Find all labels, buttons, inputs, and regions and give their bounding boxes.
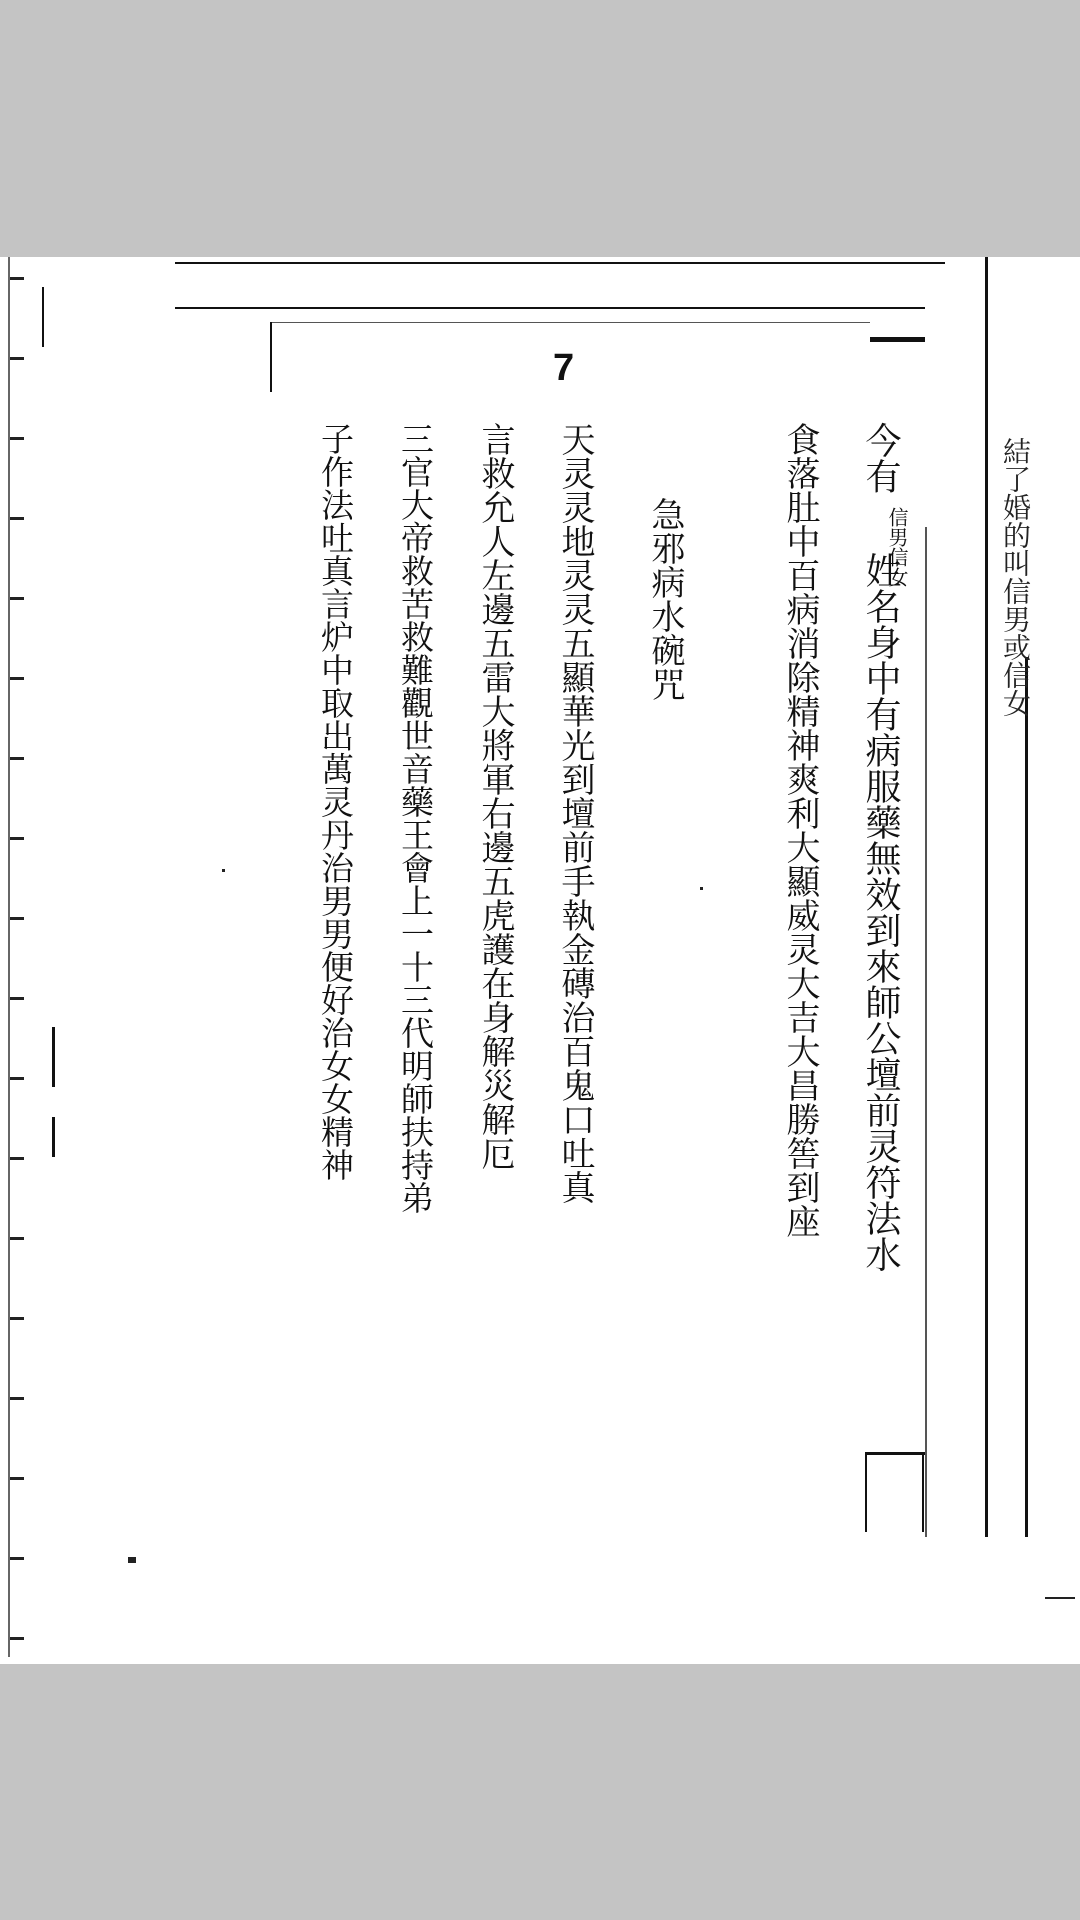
edge-tick (10, 1077, 24, 1080)
left-edge-line (8, 257, 10, 1657)
text-column-1-annotation: 信男信女 (885, 507, 909, 587)
edge-tick (10, 757, 24, 760)
header-rule-thick (870, 337, 925, 342)
header-rule (175, 307, 925, 309)
edge-tick (10, 1317, 24, 1320)
left-frame-line (270, 322, 272, 392)
page-number: 7 (553, 347, 575, 389)
edge-tick (10, 1237, 24, 1240)
binding-line-3 (925, 527, 927, 1537)
edge-tick (10, 917, 24, 920)
top-rule (175, 262, 945, 264)
margin-note: 結了婚的叫信男或信女 (999, 437, 1032, 717)
box-bottom (865, 1452, 925, 1455)
scan-speck (128, 1557, 136, 1563)
text-column-1: 姓名身中有病服藥無效到來師公壇前灵符法水 (860, 552, 901, 1272)
text-column-7: 子作法吐真言炉中取出萬灵丹治男男便好治女女精神 (316, 422, 355, 1181)
edge-tick (10, 1557, 24, 1560)
edge-tick (10, 517, 24, 520)
text-column-2: 食落肚中百病消除精神爽利大顯威灵大吉大昌勝筶到座 (780, 422, 820, 1238)
box-right (922, 1452, 924, 1532)
left-edge-line-3 (52, 1027, 55, 1087)
text-column-1-head: 今有 (860, 422, 901, 494)
edge-tick (10, 837, 24, 840)
section-title: 急邪病水碗咒 (645, 497, 685, 701)
scanned-page (0, 257, 1080, 1664)
edge-tick (10, 357, 24, 360)
scan-speck (1045, 1597, 1075, 1599)
edge-tick (10, 437, 24, 440)
edge-tick (10, 997, 24, 1000)
left-edge-line-2 (42, 287, 44, 347)
scan-speck (222, 869, 225, 872)
edge-tick (10, 277, 24, 280)
edge-tick (10, 1397, 24, 1400)
edge-tick (10, 677, 24, 680)
left-edge-line-4 (52, 1117, 55, 1157)
header-rule-2 (270, 322, 870, 323)
edge-tick (10, 1157, 24, 1160)
text-column-5: 言救允人左邊五雷大將軍右邊五虎護在身解災解厄 (475, 422, 515, 1170)
scan-speck (700, 887, 703, 890)
box-left (865, 1452, 867, 1532)
text-column-6: 三官大帝救苦救難觀世音藥王會上一十三代明師扶持弟 (396, 422, 435, 1214)
text-column-4: 天灵灵地灵灵五顯華光到壇前手執金磚治百鬼口吐真 (555, 422, 595, 1204)
binding-line (985, 257, 988, 1537)
edge-tick (10, 1477, 24, 1480)
edge-tick (10, 597, 24, 600)
edge-tick (10, 1637, 24, 1640)
